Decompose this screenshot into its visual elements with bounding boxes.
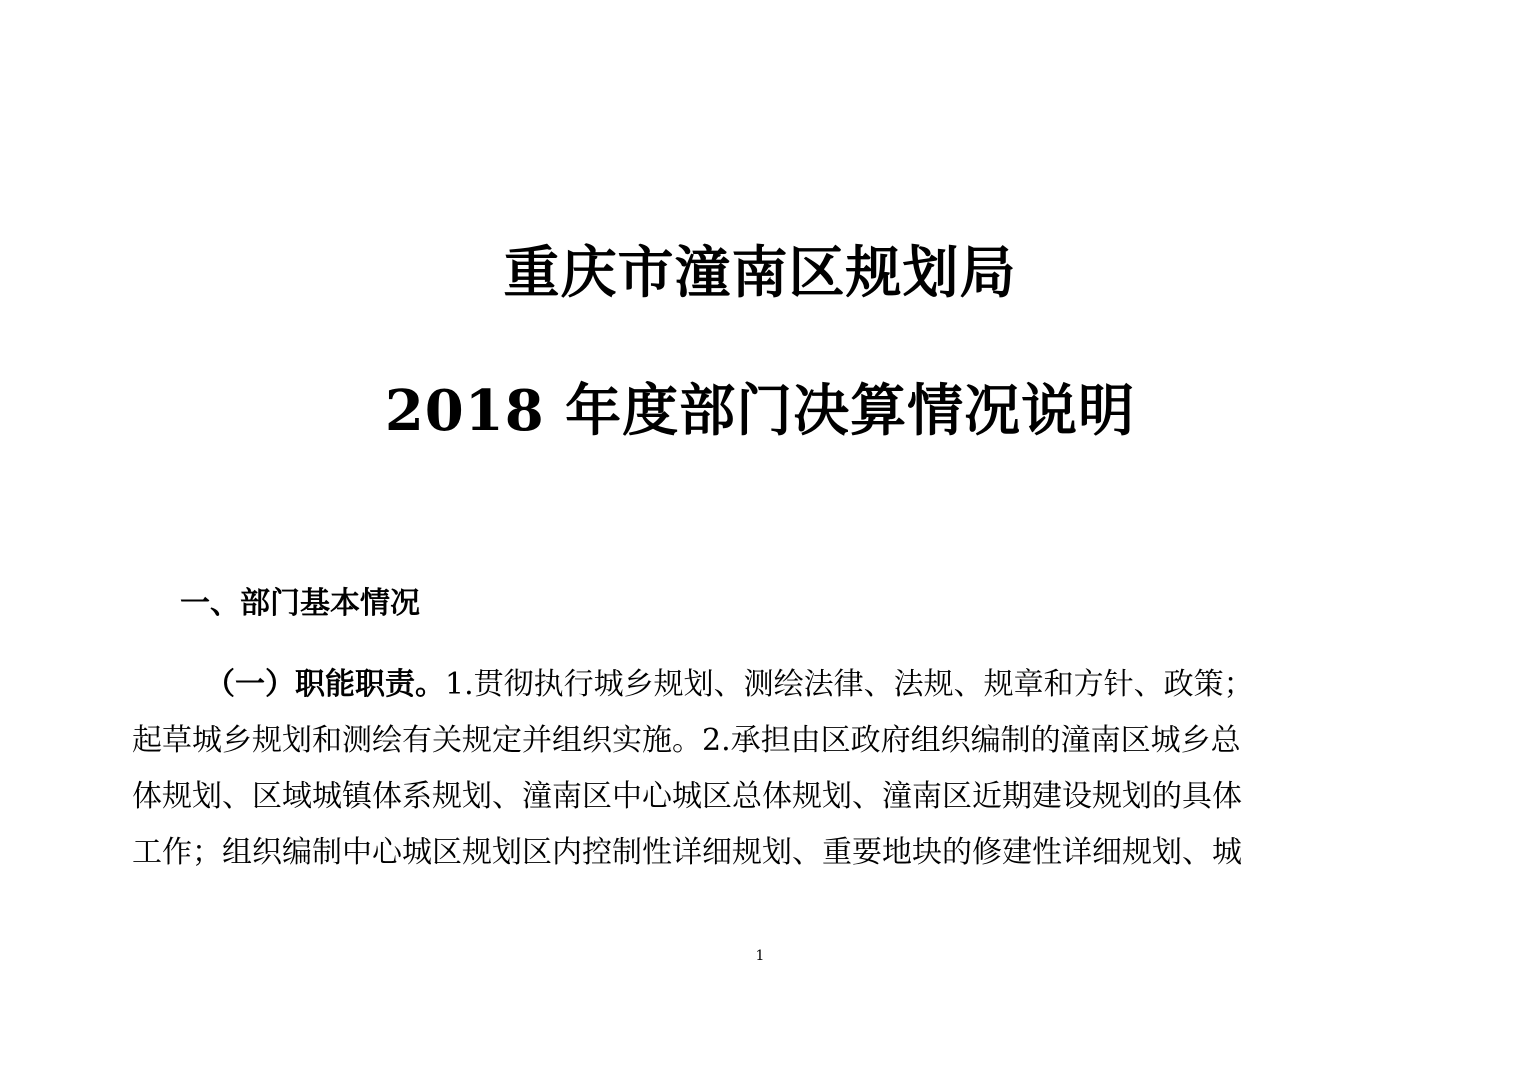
paragraph-line: 体规划、区域城镇体系规划、潼南区中心城区总体规划、潼南区近期建设规划的具体 bbox=[132, 779, 1242, 814]
paragraph-lead: （一）职能职责。 bbox=[205, 667, 445, 702]
document-title-line-1: 重庆市潼南区规划局 bbox=[503, 240, 1017, 306]
paragraph-line-1-text: 1.贯彻执行城乡规划、测绘法律、法规、规章和方针、政策； bbox=[445, 667, 1254, 702]
paragraph-line: 工作；组织编制中心城区规划区内控制性详细规划、重要地块的修建性详细规划、城 bbox=[132, 835, 1242, 870]
page-number: 1 bbox=[755, 948, 765, 964]
section-heading-basic-info: 一、部门基本情况 bbox=[180, 586, 420, 621]
document-title-line-2: 2018 年度部门决算情况说明 bbox=[384, 378, 1136, 444]
paragraph-line bbox=[205, 657, 1390, 713]
paragraph-line: 起草城乡规划和测绘有关规定并组织实施。2.承担由区政府组织编制的潼南区城乡总 bbox=[132, 723, 1241, 758]
